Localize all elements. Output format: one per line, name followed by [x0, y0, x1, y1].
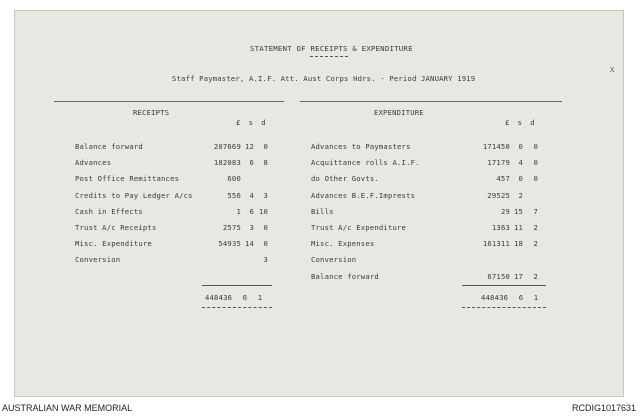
expenditure-row-label: Conversion — [311, 255, 357, 265]
expenditure-row-shillings: 4 — [518, 158, 523, 168]
receipts-total-pence: 1 — [257, 293, 263, 302]
receipts-total-pounds: 448436 — [205, 293, 233, 302]
expenditure-row-pence: 2 — [533, 271, 538, 281]
receipts-row-label: Conversion — [75, 255, 121, 265]
receipts-header: RECEIPTS — [133, 108, 170, 117]
receipts-row-pence: 3 — [263, 190, 268, 200]
expenditure-row-shillings: 17 — [513, 271, 523, 281]
statement-title: STATEMENT OF RECEIPTS & EXPENDITURE — [250, 44, 413, 53]
expenditure-row-label: Bills — [311, 206, 334, 216]
expenditure-row-pounds: 1363 — [491, 223, 510, 232]
receipts-row-label: Post Office Remittances — [75, 174, 180, 184]
expenditure-row-pounds: 67150 — [487, 271, 510, 281]
expenditure-row-pounds: 29 — [500, 206, 510, 216]
footer-catalog-id: RCDIG1017631 — [571, 403, 636, 413]
expenditure-total-rule — [462, 285, 546, 286]
title-underline — [310, 56, 348, 57]
receipts-row-pence: 0 — [263, 223, 268, 232]
expenditure-row-shillings: 11 — [513, 223, 523, 232]
expenditure-header: EXPENDITURE — [374, 108, 424, 117]
receipts-row-shillings: 6 — [249, 206, 254, 216]
receipts-row-pence: 0 — [263, 142, 268, 151]
footer-archive-name: AUSTRALIAN WAR MEMORIAL — [2, 403, 133, 413]
expenditure-row-label: Trust A/c Expenditure — [311, 223, 407, 232]
expenditure-row-label: do Other Govts. — [311, 174, 379, 184]
expenditure-row-pounds: 29525 — [487, 190, 510, 200]
receipts-row-label: Trust A/c Receipts — [75, 223, 157, 232]
receipts-row-pounds: 54935 — [218, 239, 241, 249]
expenditure-row-label: Misc. Expenses — [311, 239, 375, 249]
expenditure-row-shillings: 2 — [518, 190, 523, 200]
receipts-row-pounds: 600 — [227, 174, 241, 184]
expenditure-total-pence: 1 — [533, 293, 539, 302]
expenditure-row-pounds: 457 — [496, 174, 510, 184]
receipts-row-pence: 0 — [263, 239, 268, 249]
expenditure-row-pence: 0 — [533, 158, 538, 168]
expenditure-row-pence: 7 — [533, 206, 538, 216]
expenditure-row-shillings: 18 — [513, 239, 523, 249]
currency-header-left: £ s d — [236, 118, 268, 127]
receipts-row-shillings: 6 — [249, 158, 254, 168]
receipts-top-rule — [54, 101, 284, 102]
receipts-row-shillings: 4 — [249, 190, 254, 200]
margin-mark: x — [610, 64, 615, 74]
statement-subtitle: Staff Paymaster, A.I.F. Att. Aust Corps Hdrs. - Period JANUARY 1919 — [172, 74, 476, 83]
expenditure-row-pounds: 17179 — [487, 158, 510, 168]
receipts-row-shillings: 12 — [244, 142, 254, 151]
expenditure-total-pounds: 448436 — [481, 293, 509, 302]
expenditure-row-pence: 2 — [533, 239, 538, 249]
expenditure-row-pence: 2 — [533, 223, 538, 232]
expenditure-row-label: Acquittance rolls A.I.F. — [311, 158, 420, 168]
expenditure-row-pounds: 171450 — [482, 142, 510, 151]
receipts-row-pounds: 207669 — [213, 142, 241, 151]
receipts-row-label: Cash in Effects — [75, 206, 143, 216]
expenditure-total-shillings: 6 — [518, 293, 524, 302]
expenditure-row-pounds: 161311 — [482, 239, 510, 249]
receipts-total-rule — [202, 285, 272, 286]
receipts-row-label: Credits to Pay Ledger A/cs — [75, 190, 193, 200]
receipts-row-label: Misc. Expenditure — [75, 239, 152, 249]
expenditure-row-shillings: 15 — [513, 206, 523, 216]
currency-header-right: £ s d — [505, 118, 537, 127]
receipts-row-pence: 3 — [263, 255, 268, 265]
expenditure-row-label: Advances B.E.F.Imprests — [311, 190, 416, 200]
expenditure-row-label: Balance forward — [311, 271, 379, 281]
receipts-row-pounds: 2575 — [222, 223, 241, 232]
expenditure-row-shillings: 0 — [518, 142, 523, 151]
receipts-total-double-rule — [202, 307, 272, 308]
expenditure-row-label: Advances to Paymasters — [311, 142, 411, 151]
receipts-row-label: Balance forward — [75, 142, 143, 151]
expenditure-total — [481, 293, 538, 302]
receipts-row-pounds: 1 — [236, 206, 241, 216]
expenditure-row-shillings: 0 — [518, 174, 523, 184]
expenditure-row-pence: 0 — [533, 174, 538, 184]
receipts-row-pounds: 182083 — [213, 158, 241, 168]
expenditure-row-pence: 0 — [533, 142, 538, 151]
expenditure-total-double-rule — [462, 307, 546, 308]
receipts-total-shillings: 6 — [242, 293, 248, 302]
receipts-row-shillings: 14 — [244, 239, 254, 249]
receipts-row-pounds: 556 — [227, 190, 241, 200]
receipts-row-pence: 8 — [263, 158, 268, 168]
receipts-row-pence: 10 — [258, 206, 268, 216]
receipts-row-label: Advances — [75, 158, 112, 168]
receipts-total — [205, 293, 262, 302]
expenditure-top-rule — [300, 101, 562, 102]
receipts-row-shillings: 3 — [249, 223, 254, 232]
document-sheet — [14, 10, 624, 397]
